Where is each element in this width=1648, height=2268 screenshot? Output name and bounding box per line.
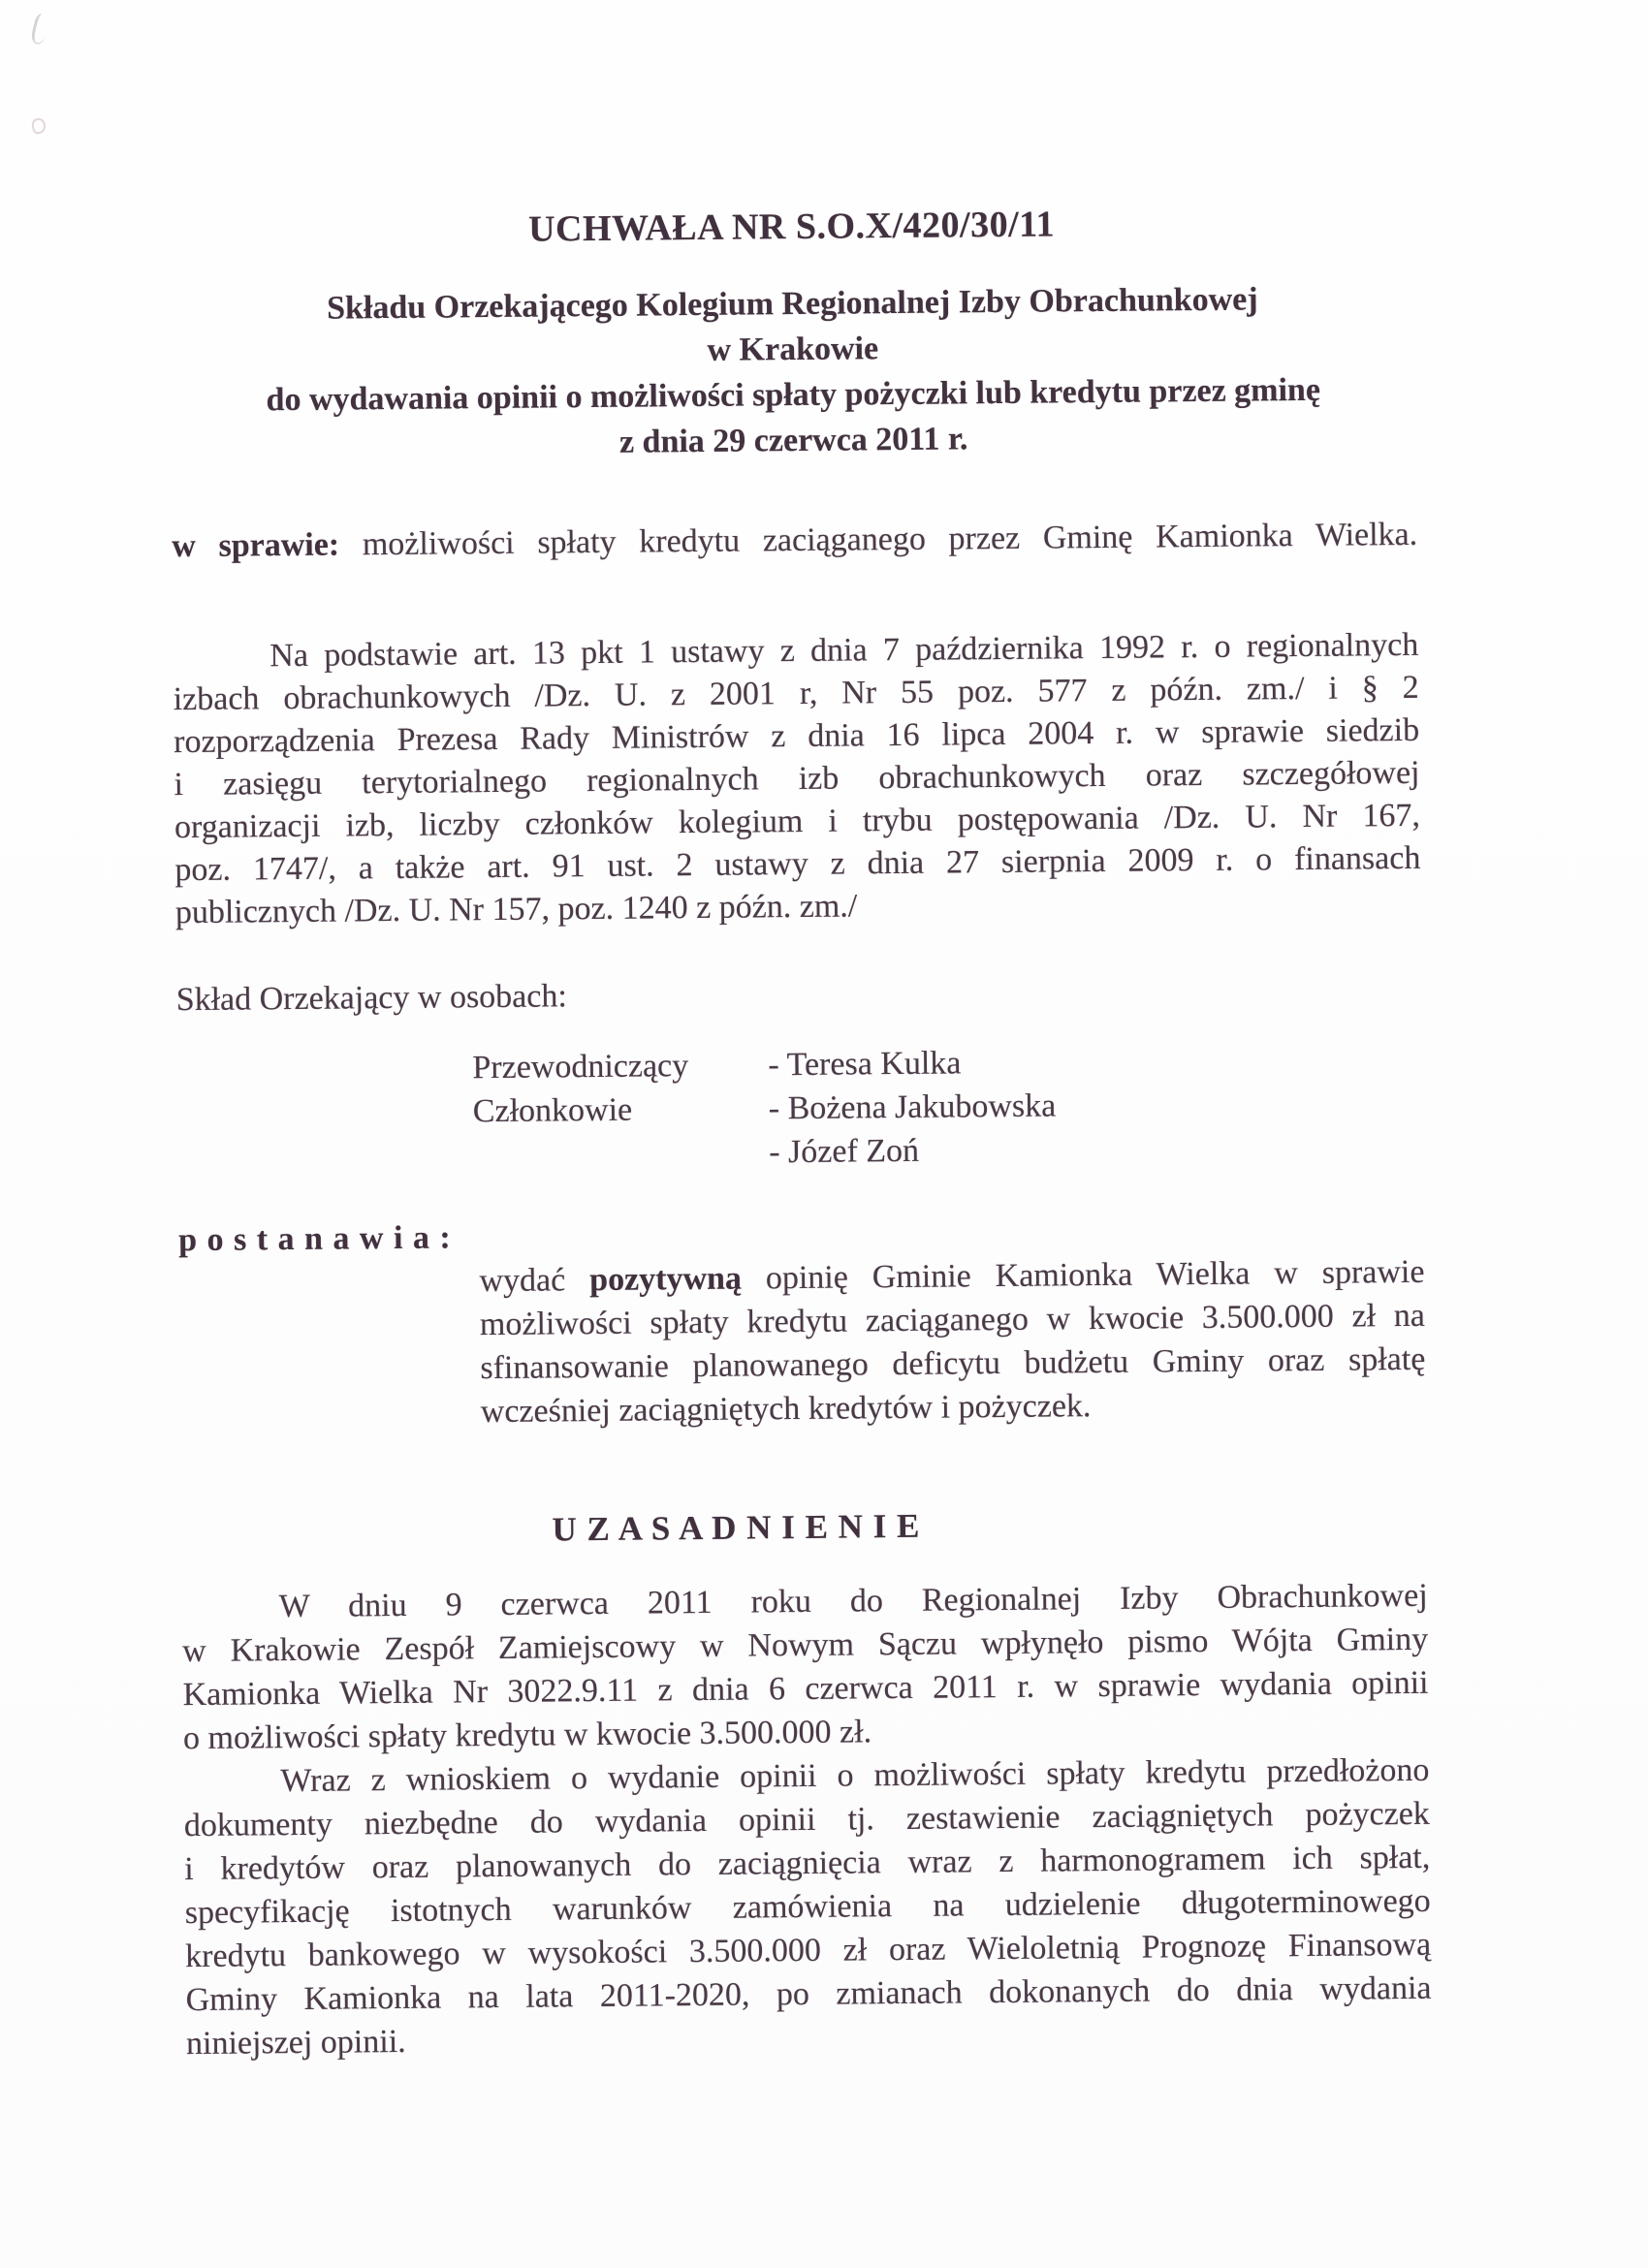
text-line: Wraz z wnioskiem o wydanie opinii o możliwości spłaty kredytu przedłożono <box>280 1751 1430 1800</box>
text-line: izbach obrachunkowych /Dz. U. z 2001 r, Nr 55 poz. 577 z późn. zm./ i § 2 <box>173 669 1419 718</box>
text-line: do wydawania opinii o możliwości spłaty pożyczki lub kredytu przez gminę <box>266 371 1321 419</box>
member-role: Członkowie <box>472 1091 633 1130</box>
document-content <box>167 0 1432 2065</box>
text-line: i zasięgu terytorialnego regionalnych izb obrachunkowych oraz szczegółowej <box>174 754 1420 803</box>
text-line: W dniu 9 czerwca 2011 roku do Regionalnej Izby Obrachunkowej <box>278 1577 1428 1625</box>
resolution-text <box>479 1250 1426 1433</box>
panel-members <box>472 1037 1423 1177</box>
resolution-opinion-type: pozytywną <box>589 1260 743 1299</box>
member-name: - Józef Zoń <box>769 1132 920 1171</box>
text-line: specyfikację istotnych warunków zamówienia na udzielenie długoterminowego <box>184 1882 1431 1932</box>
text-line: kredytu bankowego w wysokości 3.500.000 zł oraz Wieloletnią Prognozę Finansową <box>185 1926 1432 1975</box>
resolution-text-post: opinię Gminie Kamionka Wielka w sprawie <box>765 1253 1425 1297</box>
justification-heading: U Z A S A D N I E N I E <box>552 1506 921 1549</box>
resolution-heading: p o s t a n a w i a : <box>177 1219 452 1259</box>
justification-paragraph-1 <box>182 1574 1430 1760</box>
text-line: możliwości spłaty kredytu zaciąganego w kwocie 3.500.000 zł na <box>479 1297 1426 1343</box>
member-role <box>473 1130 769 1177</box>
text-line: o możliwości spłaty kredytu w kwocie 3.500.000 zł. <box>182 1714 872 1757</box>
text-line: Na podstawie art. 13 pkt 1 ustawy z dnia 7 października 1992 r. o regionalnych <box>269 626 1419 675</box>
scan-artifact <box>29 13 50 47</box>
resolution-lines <box>480 1294 1426 1433</box>
justification-paragraph-2 <box>183 1748 1432 2065</box>
document-title: UCHWAŁA NR S.O.X/420/30/11 <box>527 204 1056 250</box>
subject-label: w sprawie: <box>172 526 340 565</box>
member-name: - Teresa Kulka <box>768 1045 962 1084</box>
resolution-text-pre: wydać <box>479 1262 566 1300</box>
text-line: z dnia 29 czerwca 2011 r. <box>618 421 968 460</box>
text-line: Składu Orzekającego Kolegium Regionalnej Izby Obrachunkowej <box>326 281 1258 327</box>
text-line: niniejszej opinii. <box>185 2023 406 2063</box>
legal-basis-paragraph <box>173 624 1421 934</box>
subject-text: możliwości spłaty kredytu zaciąganego przez Gminę Kamionka Wielka. <box>362 516 1418 563</box>
subject-line <box>172 514 1417 568</box>
text-line: Gminy Kamionka na lata 2011-2020, po zmianach dokonanych do dnia wydania <box>185 1969 1432 2019</box>
panel-member-row <box>473 1124 1423 1177</box>
document-subtitle <box>170 275 1417 469</box>
text-line: publicznych /Dz. U. Nr 157, poz. 1240 z późn. zm./ <box>174 888 858 931</box>
member-name: - Bożena Jakubowska <box>768 1087 1057 1127</box>
text-line: dokumenty niezbędne do wydania opinii tj. zestawienie zaciągniętych pożyczek <box>183 1795 1431 1844</box>
subject-section <box>172 514 1417 568</box>
scan-artifact <box>30 117 47 136</box>
text-line: poz. 1747/, a także art. 91 ust. 2 ustawy z dnia 27 sierpnia 2009 r. o finansach <box>174 839 1421 889</box>
text-line: organizacji izb, liczby członków kolegium i trybu postępowania /Dz. U. Nr 167, <box>174 797 1421 846</box>
text-line: w Krakowie Zespół Zamiejscowy w Nowym Sączu wpłynęło pismo Wójta Gminy <box>181 1621 1429 1670</box>
text-line: Kamionka Wielka Nr 3022.9.11 z dnia 6 czerwca 2011 r. w sprawie wydania opinii <box>182 1664 1429 1714</box>
text-line: sfinansowanie planowanego deficytu budżetu Gminy oraz spłatę <box>480 1340 1426 1387</box>
text-line: rozporządzenia Prezesa Rady Ministrów z dnia 16 lipca 2004 r. w sprawie siedzib <box>173 711 1420 761</box>
member-role: Przewodniczący <box>472 1048 689 1087</box>
text-line: wcześniej zaciągniętych kredytów i pożyczek. <box>480 1388 1092 1431</box>
text-line: i kredytów oraz planowanych do zaciągnięcia wraz z harmonogramem ich spłat, <box>184 1839 1431 1888</box>
text-line: w Krakowie <box>707 331 879 368</box>
panel-heading: Skład Orzekający w osobach: <box>175 978 568 1019</box>
